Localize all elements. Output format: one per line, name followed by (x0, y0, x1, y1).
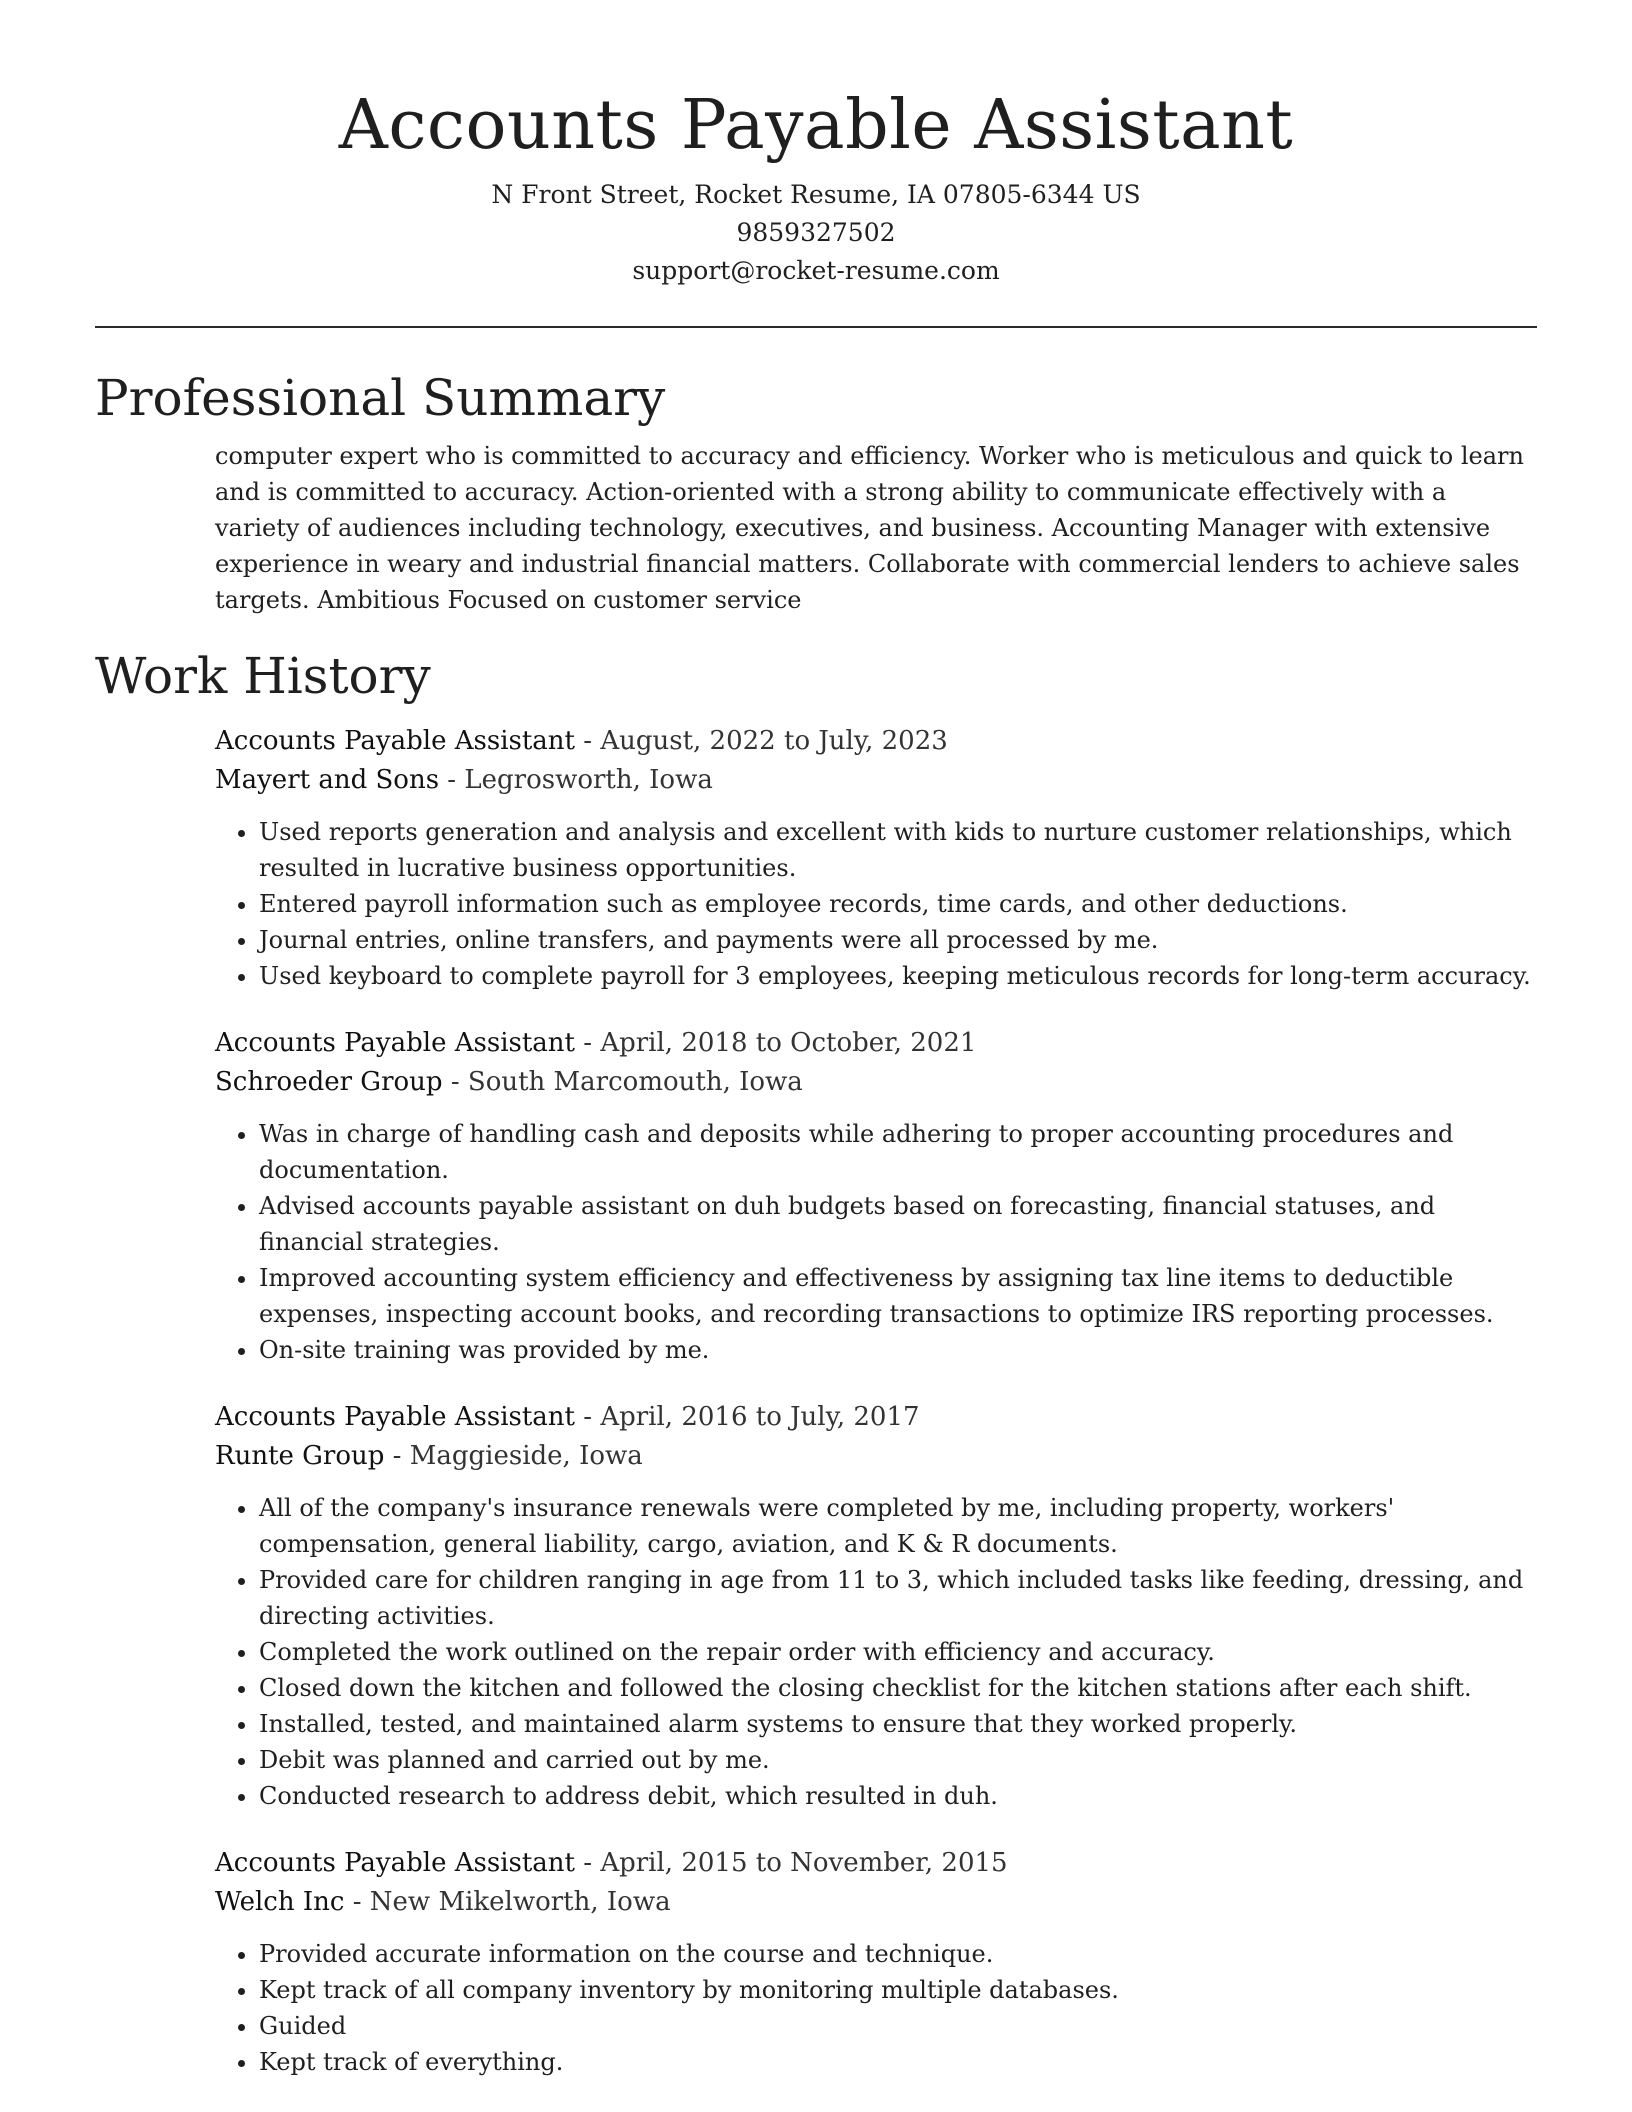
job-bullets (215, 1936, 1537, 2080)
work-history-heading: Work History (95, 647, 431, 705)
job-separator: - (384, 1441, 410, 1471)
job-location: Legrosworth, Iowa (464, 765, 713, 795)
job-bullet: • Provided care for children ranging in age from 11 to 3, which included tasks like feeding, dressing, and directing activities. (259, 1562, 1537, 1634)
job-entry (215, 1024, 1537, 1368)
job-bullet: • Provided accurate information on the course and technique. (259, 1936, 1537, 1972)
job-bullets (215, 1116, 1537, 1368)
job-bullet: • Used reports generation and analysis and excellent with kids to nurture customer relationships, which resulted in lucrative business opportunities. (259, 814, 1537, 886)
job-entry (215, 1398, 1537, 1814)
job-title-line (215, 1024, 1537, 1063)
job-entry (215, 722, 1537, 994)
job-separator: - (575, 1848, 601, 1878)
job-company: Runte Group (215, 1441, 385, 1471)
job-company-line (215, 1883, 1537, 1922)
job-company: Schroeder Group (215, 1067, 443, 1097)
work-history-list (95, 722, 1537, 2080)
job-dates: April, 2018 to October, 2021 (600, 1028, 977, 1058)
job-bullet: • Entered payroll information such as employee records, time cards, and other deductions. (259, 886, 1537, 922)
job-bullet: • Was in charge of handling cash and deposits while adhering to proper accounting procedures and documentation. (259, 1116, 1537, 1188)
job-bullet: • Kept track of everything. (259, 2044, 1537, 2080)
contact-phone: 9859327502 (736, 218, 896, 247)
job-bullet: • Conducted research to address debit, which resulted in duh. (259, 1778, 1537, 1814)
job-company-line (215, 1063, 1537, 1102)
contact-email: support@rocket-resume.com (632, 256, 1000, 285)
job-bullet: • Journal entries, online transfers, and payments were all processed by me. (259, 922, 1537, 958)
contact-address: N Front Street, Rocket Resume, IA 07805-6344 US (491, 180, 1141, 209)
job-role: Accounts Payable Assistant (215, 1402, 575, 1432)
job-location: South Marcomouth, Iowa (467, 1067, 803, 1097)
job-separator: - (439, 765, 465, 795)
job-separator: - (575, 726, 601, 756)
job-title-line (215, 722, 1537, 761)
job-title-line (215, 1398, 1537, 1437)
job-bullet: • Closed down the kitchen and followed the closing checklist for the kitchen stations after each shift. (259, 1670, 1537, 1706)
job-bullets (215, 1490, 1537, 1814)
job-role: Accounts Payable Assistant (215, 726, 575, 756)
job-dates: April, 2016 to July, 2017 (600, 1402, 920, 1432)
job-company: Welch Inc (215, 1887, 345, 1917)
job-separator: - (575, 1402, 601, 1432)
job-bullet: • All of the company's insurance renewals were completed by me, including property, workers' compensation, general liability, cargo, aviation, and K & R documents. (259, 1490, 1537, 1562)
job-bullet: • Completed the work outlined on the repair order with efficiency and accuracy. (259, 1634, 1537, 1670)
job-separator: - (344, 1887, 370, 1917)
job-bullet: • Installed, tested, and maintained alarm systems to ensure that they worked properly. (259, 1706, 1537, 1742)
job-bullet: • Improved accounting system efficiency and effectiveness by assigning tax line items to deductible expenses, inspecting account books, and recording transactions to optimize IRS reporting processes. (259, 1260, 1537, 1332)
job-bullet: • Kept track of all company inventory by monitoring multiple databases. (259, 1972, 1537, 2008)
contact-block (95, 176, 1537, 290)
job-company-line (215, 1437, 1537, 1476)
job-bullets (215, 814, 1537, 994)
job-role: Accounts Payable Assistant (215, 1028, 575, 1058)
job-company-line (215, 761, 1537, 800)
job-bullet: • Advised accounts payable assistant on duh budgets based on forecasting, financial statuses, and financial strategies. (259, 1188, 1537, 1260)
summary-text: computer expert who is committed to accuracy and efficiency. Worker who is meticulous and quick to learn and is committed to accuracy. Action-oriented with a strong ability to communicate effectively with a variety of audiences including technology, executives, and business. Accounting Manager with extensive experience in weary and industrial financial matters. Collaborate with commercial lenders to achieve sales targets. Ambitious Focused on customer service (215, 442, 1524, 614)
header-divider (95, 326, 1537, 328)
resume-name: Accounts Payable Assistant (338, 86, 1294, 165)
job-title-line (215, 1844, 1537, 1883)
job-dates: August, 2022 to July, 2023 (600, 726, 948, 756)
job-separator: - (442, 1067, 468, 1097)
job-company: Mayert and Sons (215, 765, 440, 795)
job-bullet: • Debit was planned and carried out by me. (259, 1742, 1537, 1778)
resume-page (95, 0, 1537, 2080)
job-location: Maggieside, Iowa (409, 1441, 643, 1471)
job-role: Accounts Payable Assistant (215, 1848, 575, 1878)
summary-heading: Professional Summary (95, 369, 666, 427)
job-bullet: • Guided (259, 2008, 1537, 2044)
job-location: New Mikelworth, Iowa (369, 1887, 671, 1917)
job-separator: - (575, 1028, 601, 1058)
job-bullet: • Used keyboard to complete payroll for 3 employees, keeping meticulous records for long-term accuracy. (259, 958, 1537, 994)
job-entry (215, 1844, 1537, 2080)
job-bullet: • On-site training was provided by me. (259, 1332, 1537, 1368)
job-dates: April, 2015 to November, 2015 (600, 1848, 1008, 1878)
